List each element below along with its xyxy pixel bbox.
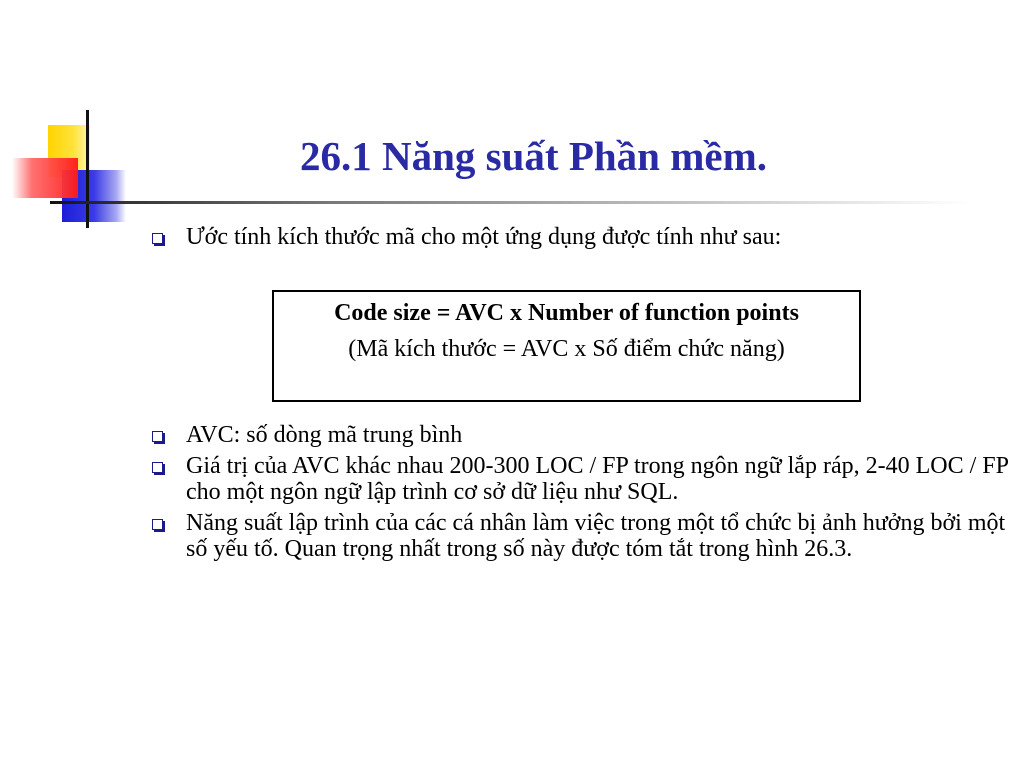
bullet-text: AVC: số dòng mã trung bình: [186, 422, 463, 448]
formula-vietnamese: (Mã kích thước = AVC x Số điểm chức năng): [348, 336, 785, 362]
bullet-item: [150, 422, 1010, 448]
bullet-text: Năng suất lập trình của các cá nhân làm việc trong một tổ chức bị ảnh hưởng bởi một số yếu tố. Quan trọng nhất trong số này được tóm tắt trong hình 26.3.: [186, 510, 1006, 562]
bullet-item: [150, 453, 1010, 505]
square-bullet-icon: [152, 233, 163, 244]
corner-decoration-vertical-line: [86, 110, 89, 228]
square-bullet-icon: [152, 519, 163, 530]
bullet-text: Ước tính kích thước mã cho một ứng dụng được tính như sau:: [186, 224, 782, 250]
bullet-item: [150, 224, 1010, 250]
square-bullet-icon: [152, 462, 163, 473]
formula-english: Code size = AVC x Number of function points: [334, 300, 799, 326]
slide-title: 26.1 Năng suất Phần mềm.: [300, 133, 767, 179]
title-underline: [50, 201, 970, 204]
bullet-item: [150, 510, 1010, 562]
formula-box: [272, 290, 861, 402]
square-bullet-icon: [152, 431, 163, 442]
bullet-text: Giá trị của AVC khác nhau 200-300 LOC / FP trong ngôn ngữ lắp ráp, 2-40 LOC / FP cho một ngôn ngữ lập trình cơ sở dữ liệu như SQL.: [186, 453, 1009, 505]
corner-decoration-red: [12, 158, 78, 198]
